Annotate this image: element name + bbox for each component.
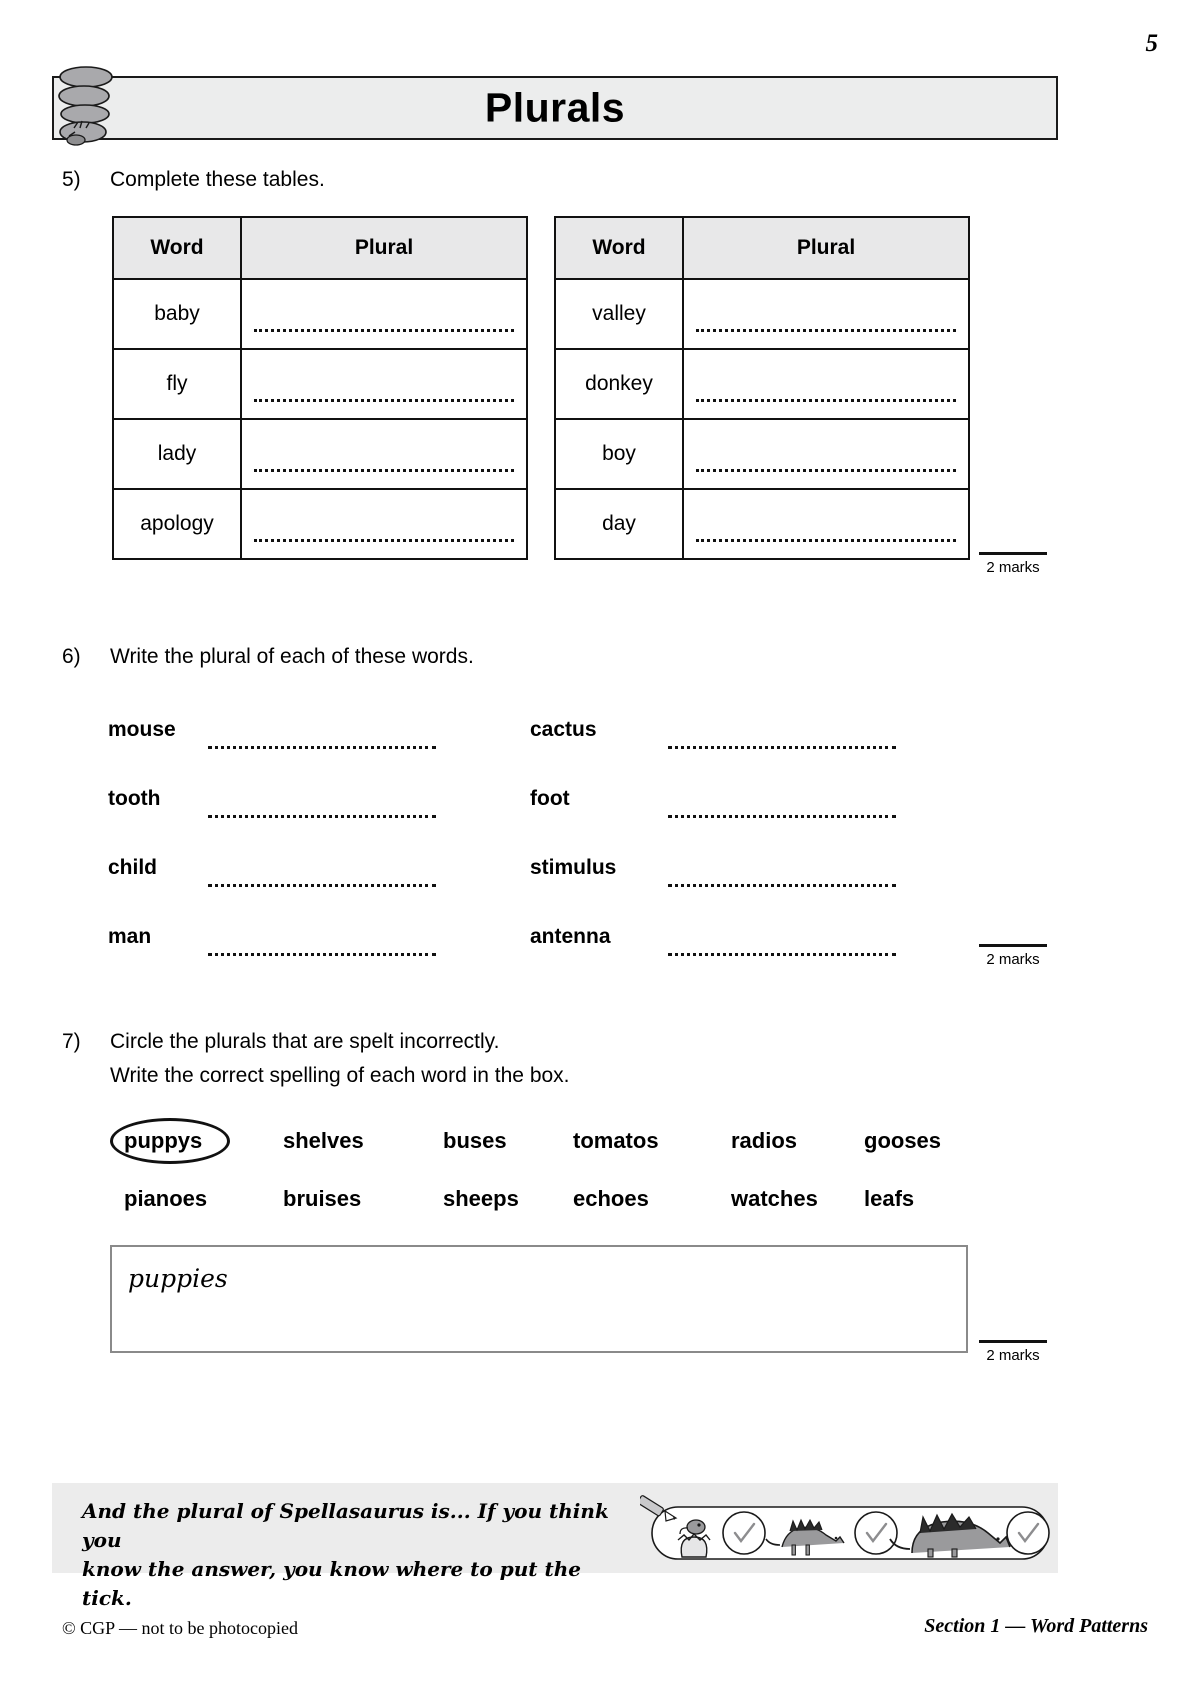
question-7-text-line1: Circle the plurals that are spelt incorrectly. bbox=[110, 1030, 500, 1053]
plural-answer-cell[interactable] bbox=[683, 349, 969, 419]
question-7-number: 7) bbox=[62, 1030, 81, 1053]
spellasaurus-tick-illustration bbox=[640, 1495, 1050, 1563]
q6-answer-line-foot[interactable] bbox=[668, 815, 896, 818]
q6-answer-line-man[interactable] bbox=[208, 953, 436, 956]
q6-word-child: child bbox=[108, 856, 158, 879]
plural-answer-cell[interactable] bbox=[683, 489, 969, 559]
marks-label: 2 marks bbox=[986, 951, 1040, 968]
table-header-row bbox=[113, 217, 527, 279]
table-row bbox=[555, 279, 969, 349]
q6-answer-line-antenna[interactable] bbox=[668, 953, 896, 956]
plural-answer-cell[interactable] bbox=[241, 349, 527, 419]
table-row bbox=[113, 489, 527, 559]
q7-word-watches[interactable]: watches bbox=[731, 1186, 818, 1211]
q7-word-bruises[interactable]: bruises bbox=[283, 1186, 362, 1211]
dotted-answer-line bbox=[696, 469, 956, 472]
joke-line-1: And the plural of Spellasaurus is... If you think you bbox=[82, 1499, 609, 1552]
word-cell: day bbox=[555, 489, 683, 559]
dotted-answer-line bbox=[696, 399, 956, 402]
page-number: 5 bbox=[1145, 30, 1158, 57]
plural-answer-cell[interactable] bbox=[683, 279, 969, 349]
q7-word-pianoes[interactable]: pianoes bbox=[124, 1186, 208, 1211]
word-cell: apology bbox=[113, 489, 241, 559]
tick-circle-1-icon bbox=[723, 1512, 765, 1554]
table-row bbox=[113, 279, 527, 349]
word-cell: boy bbox=[555, 419, 683, 489]
question-6-number: 6) bbox=[62, 645, 81, 668]
dotted-answer-line bbox=[696, 539, 956, 542]
table-row bbox=[555, 349, 969, 419]
column-header-word: Word bbox=[555, 217, 683, 279]
q6-answer-line-tooth[interactable] bbox=[208, 815, 436, 818]
footer-copyright: © CGP — not to be photocopied bbox=[62, 1618, 298, 1638]
dotted-answer-line bbox=[254, 539, 514, 542]
tick-circle-3-icon bbox=[1007, 1512, 1049, 1554]
question-6-text: Write the plural of each of these words. bbox=[110, 645, 474, 668]
footer-section-label: Section 1 — Word Patterns bbox=[924, 1615, 1148, 1637]
q6-word-tooth: tooth bbox=[108, 787, 161, 810]
q6-answer-line-mouse[interactable] bbox=[208, 746, 436, 749]
marks-rule bbox=[979, 552, 1047, 555]
q7-word-buses[interactable]: buses bbox=[443, 1128, 507, 1153]
q6-answer-line-stimulus[interactable] bbox=[668, 884, 896, 887]
dotted-answer-line bbox=[254, 399, 514, 402]
marks-label: 2 marks bbox=[986, 1347, 1040, 1364]
word-cell: lady bbox=[113, 419, 241, 489]
q5-table-left bbox=[112, 216, 528, 560]
q5-table-right bbox=[554, 216, 970, 560]
q6-answer-line-child[interactable] bbox=[208, 884, 436, 887]
column-header-word: Word bbox=[113, 217, 241, 279]
marks-rule bbox=[979, 1340, 1047, 1343]
dotted-answer-line bbox=[254, 469, 514, 472]
q7-marks-indicator bbox=[968, 1340, 1058, 1364]
plural-answer-cell[interactable] bbox=[683, 419, 969, 489]
marks-rule bbox=[979, 944, 1047, 947]
q7-word-echoes[interactable]: echoes bbox=[573, 1186, 649, 1211]
q7-answer-box[interactable] bbox=[110, 1245, 968, 1353]
table-header-row bbox=[555, 217, 969, 279]
q6-word-foot: foot bbox=[530, 787, 570, 810]
plural-answer-cell[interactable] bbox=[241, 489, 527, 559]
q6-word-cactus: cactus bbox=[530, 718, 597, 741]
word-cell: fly bbox=[113, 349, 241, 419]
question-7-text-line2: Write the correct spelling of each word in the box. bbox=[110, 1064, 570, 1087]
q6-marks-indicator bbox=[968, 944, 1058, 968]
page-title: Plurals bbox=[484, 84, 626, 131]
dotted-answer-line bbox=[696, 329, 956, 332]
q6-word-antenna: antenna bbox=[530, 925, 611, 948]
word-cell: donkey bbox=[555, 349, 683, 419]
column-header-plural: Plural bbox=[241, 217, 527, 279]
joke-line-2: know the answer, you know where to put the tick. bbox=[82, 1557, 581, 1610]
plural-answer-cell[interactable] bbox=[241, 279, 527, 349]
plural-answer-cell[interactable] bbox=[241, 419, 527, 489]
dotted-answer-line bbox=[254, 329, 514, 332]
table-row bbox=[113, 349, 527, 419]
q7-answer-text: puppies bbox=[128, 1264, 228, 1293]
q7-word-gooses[interactable]: gooses bbox=[864, 1128, 942, 1153]
q6-answer-line-cactus[interactable] bbox=[668, 746, 896, 749]
question-5-number: 5) bbox=[62, 168, 81, 191]
question-5-text: Complete these tables. bbox=[110, 168, 325, 191]
q7-word-puppys[interactable]: puppys bbox=[124, 1128, 203, 1153]
column-header-plural: Plural bbox=[683, 217, 969, 279]
q7-word-leafs[interactable]: leafs bbox=[864, 1186, 915, 1211]
q6-word-stimulus: stimulus bbox=[530, 856, 617, 879]
page-header-banner bbox=[52, 76, 1058, 140]
word-cell: baby bbox=[113, 279, 241, 349]
q6-word-man: man bbox=[108, 925, 152, 948]
word-cell: valley bbox=[555, 279, 683, 349]
q7-word-sheeps[interactable]: sheeps bbox=[443, 1186, 519, 1211]
table-row bbox=[113, 419, 527, 489]
table-row bbox=[555, 419, 969, 489]
q6-word-mouse: mouse bbox=[108, 718, 176, 741]
q7-word-shelves[interactable]: shelves bbox=[283, 1128, 364, 1153]
q5-marks-indicator bbox=[968, 552, 1058, 576]
q7-word-tomatos[interactable]: tomatos bbox=[573, 1128, 659, 1153]
q7-word-radios[interactable]: radios bbox=[731, 1128, 798, 1153]
table-row bbox=[555, 489, 969, 559]
joke-text bbox=[82, 1497, 622, 1613]
tick-circle-2-icon bbox=[855, 1512, 897, 1554]
marks-label: 2 marks bbox=[986, 559, 1040, 576]
